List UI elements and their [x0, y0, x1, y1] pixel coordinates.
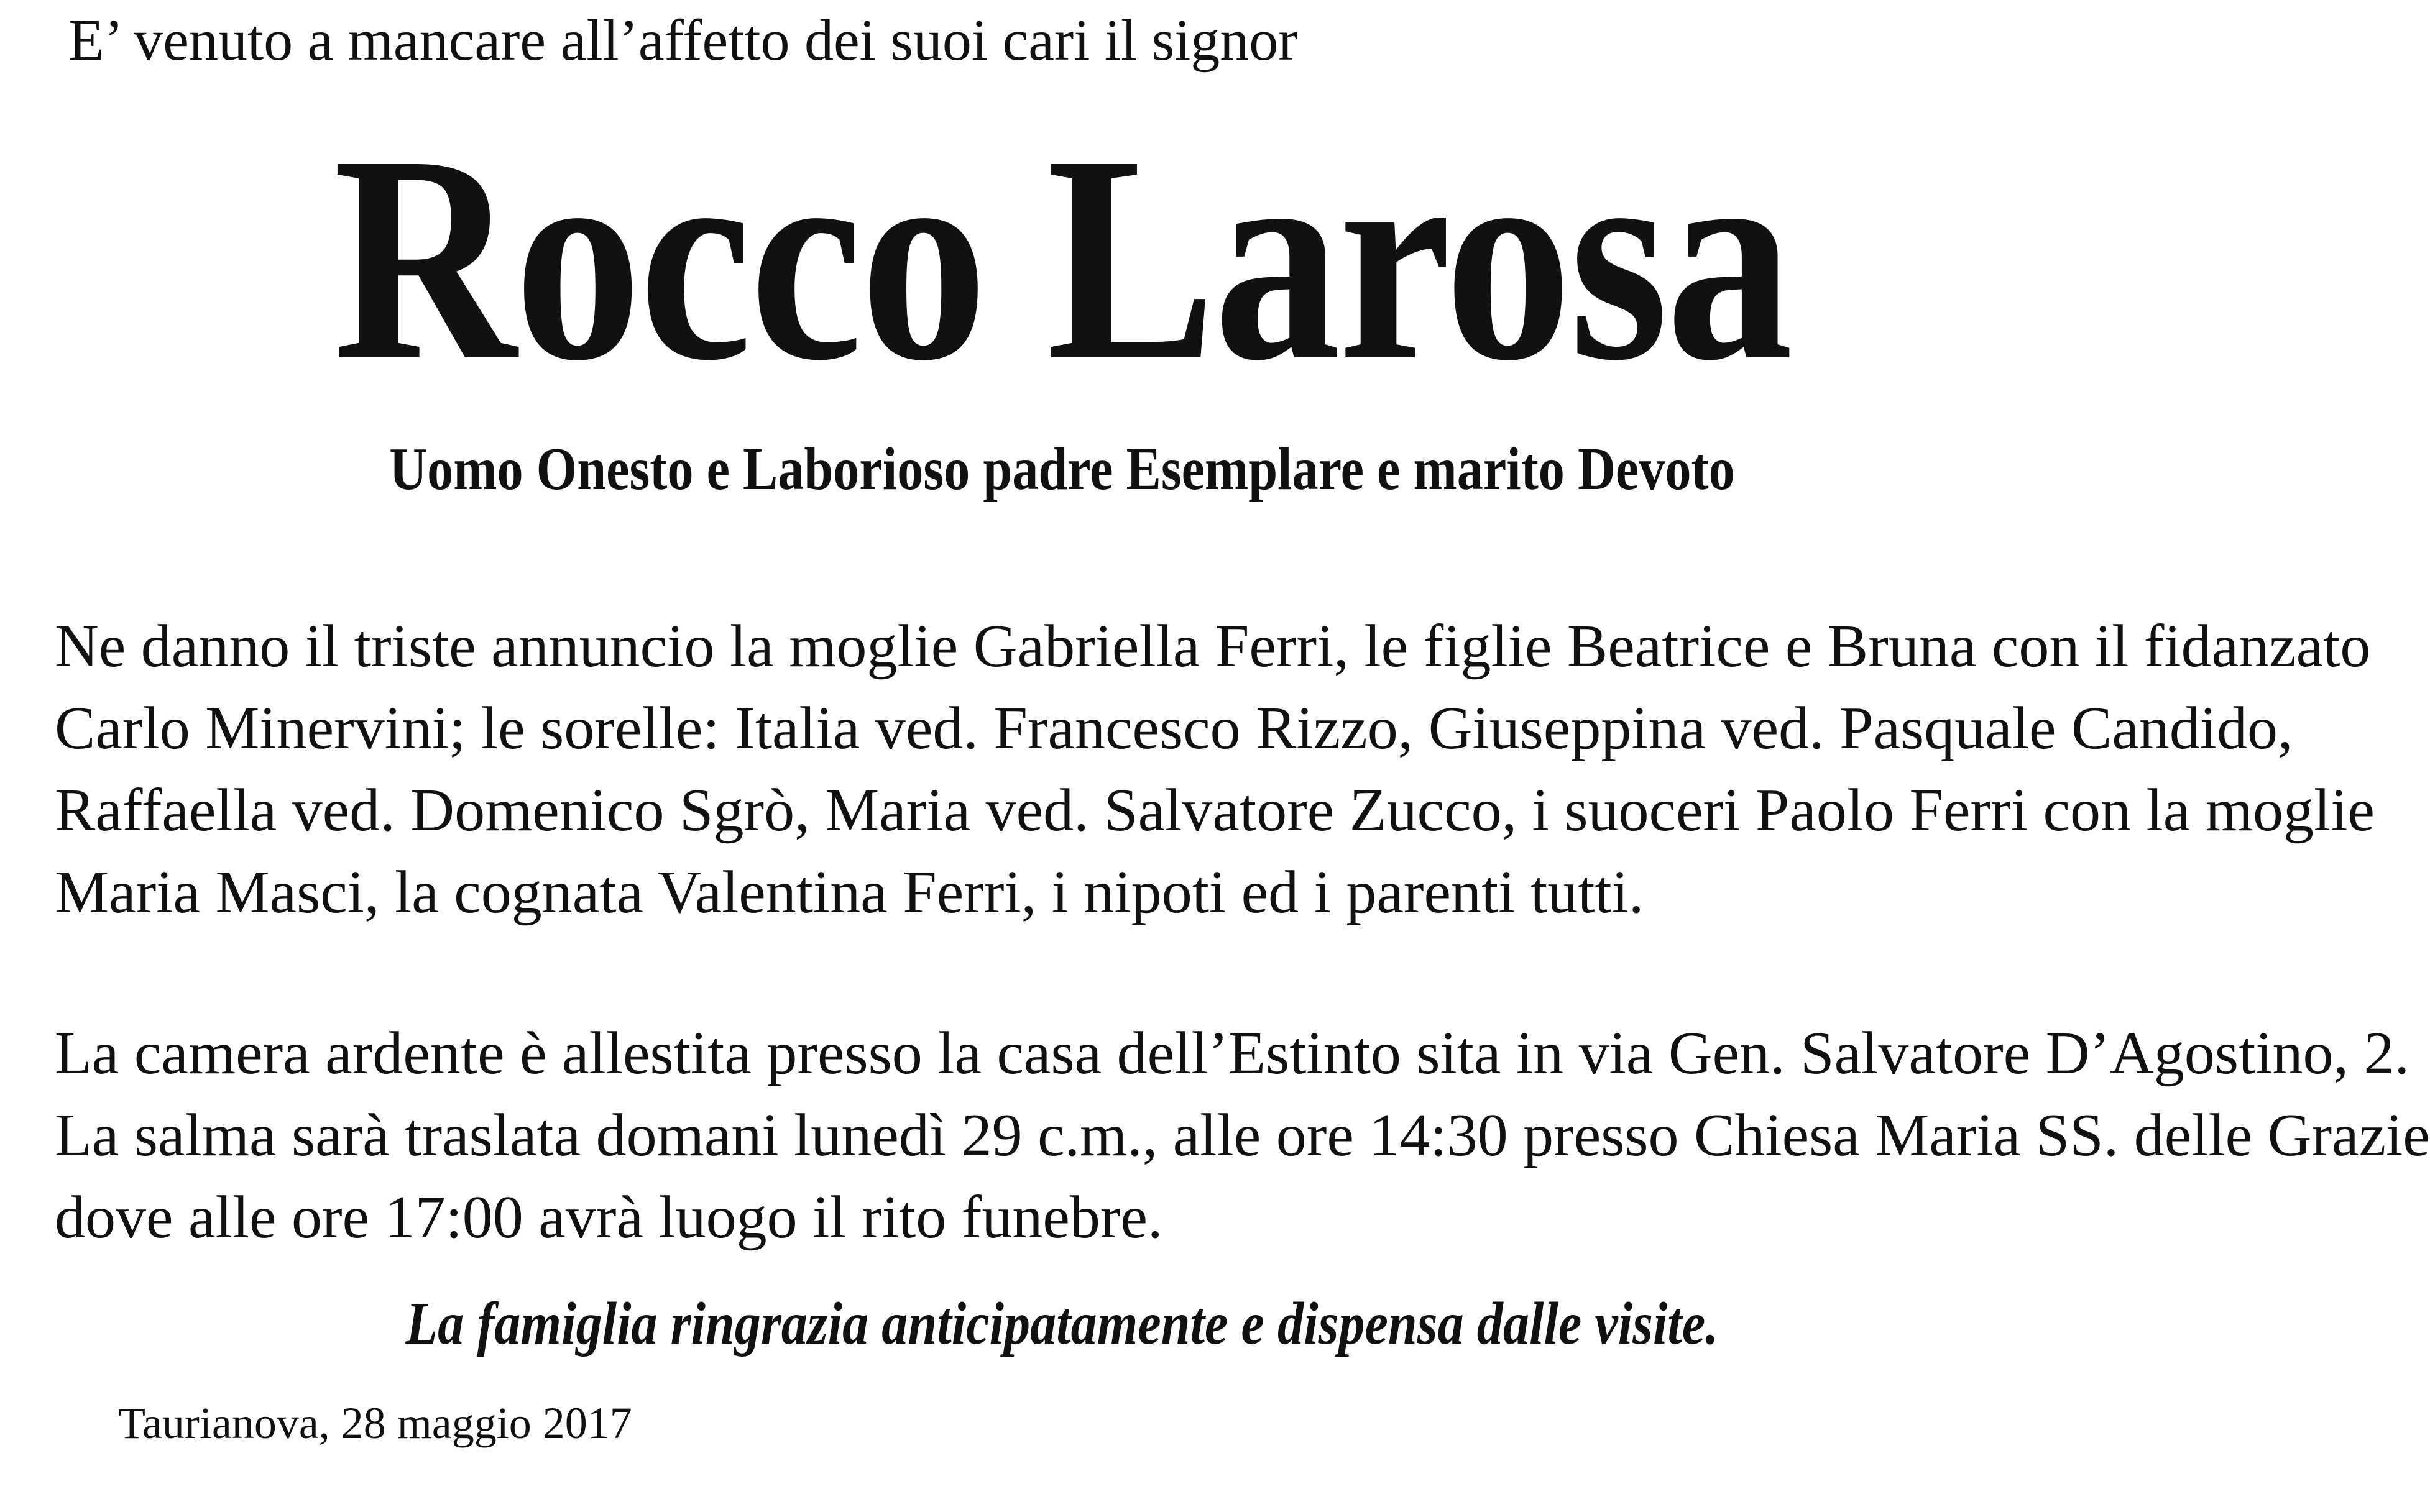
intro-text: E’ venuto a mancare all’affetto dei suoi cari il signor [68, 8, 1298, 73]
arrangements-line: La salma sarà traslata domani lunedì 29 c.m., alle ore 14:30 presso Chiesa Maria SS. delle Grazie [55, 1102, 2430, 1169]
announcement-line: Carlo Minervini; le sorelle: Italia ved. Francesco Rizzo, Giuseppina ved. Pasquale Candido, [55, 695, 2293, 762]
dedication-subtitle: Uomo Onesto e Laborioso padre Esemplare e marito Devoto [389, 436, 1735, 503]
announcement-line: Maria Masci, la cognata Valentina Ferri, i nipoti ed i parenti tutti. [55, 859, 1644, 926]
deceased-name: Rocco Larosa [333, 94, 1792, 421]
arrangements-line: La camera ardente è allestita presso la casa dell’Estinto sita in via Gen. Salvatore D’Agostino, 2. [55, 1020, 2410, 1087]
place-and-date: Taurianova, 28 maggio 2017 [118, 1398, 632, 1448]
announcement-line: Raffaella ved. Domenico Sgrò, Maria ved. Salvatore Zucco, i suoceri Paolo Ferri con la moglie [55, 777, 2375, 844]
family-thanks: La famiglia ringrazia anticipatamente e dispensa dalle visite. [405, 1290, 1719, 1357]
announcement-line: Ne danno il triste annuncio la moglie Gabriella Ferri, le figlie Beatrice e Bruna con il fidanzato [55, 613, 2371, 680]
arrangements-line: dove alle ore 17:00 avrà luogo il rito funebre. [55, 1184, 1163, 1251]
